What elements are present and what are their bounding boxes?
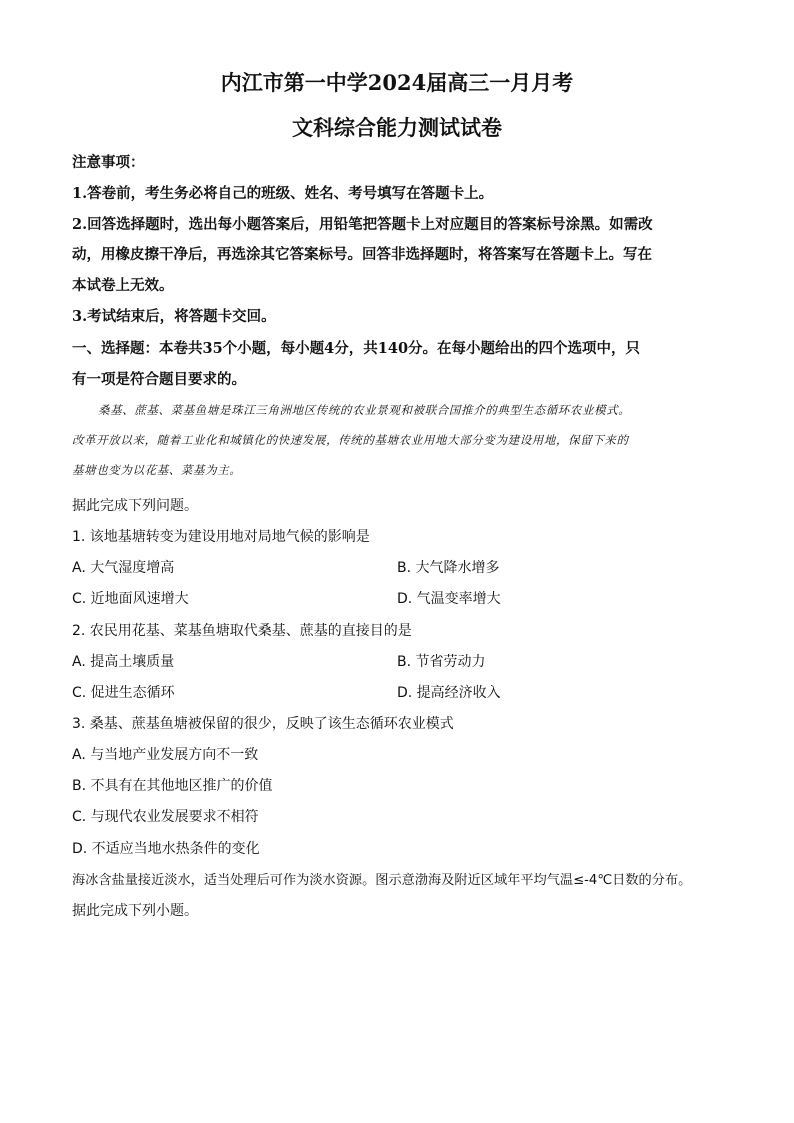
question-2-option-c: C. 促进生态循环 xyxy=(72,685,175,701)
exam-subtitle: 文科综合能力测试试卷 xyxy=(292,115,502,140)
notice-heading: 注意事项： xyxy=(72,154,145,171)
material-1-line-1: 桑基、蔗基、菜基鱼塘是珠江三角洲地区传统的农业景观和被联合国推介的典型生态循环农业模式。 xyxy=(98,403,631,417)
notice-item-2-line-3: 本试卷上无效。 xyxy=(72,277,174,294)
question-1-stem: 1. 该地基塘转变为建设用地对局地气候的影响是 xyxy=(72,529,370,545)
question-3-stem: 3. 桑基、蔗基鱼塘被保留的很少，反映了该生态循环农业模式 xyxy=(72,716,454,732)
question-2-option-a: A. 提高土壤质量 xyxy=(72,654,175,670)
question-1-option-a: A. 大气湿度增高 xyxy=(72,560,175,576)
notice-item-3: 3.考试结束后，将答题卡交回。 xyxy=(72,308,276,325)
question-2-option-d: D. 提高经济收入 xyxy=(397,685,501,701)
material-2-line-2: 据此完成下列小题。 xyxy=(72,903,198,919)
exam-title: 内江市第一中学2024届高三一月月考 xyxy=(220,70,574,95)
material-1-line-3: 基塘也变为以花基、菜基为主。 xyxy=(72,463,242,477)
question-3-option-b: B. 不具有在其他地区推广的价值 xyxy=(72,778,273,794)
material-2-line-1: 海冰含盐量接近淡水，适当处理后可作为淡水资源。图示意渤海及附近区域年平均气温≤-4℃日数的分布。 xyxy=(72,873,692,888)
notice-item-2-line-2: 动，用橡皮擦干净后，再选涂其它答案标号。回答非选择题时，将答案写在答题卡上。写在 xyxy=(72,246,652,263)
question-3-option-d: D. 不适应当地水热条件的变化 xyxy=(72,841,260,857)
question-2-option-b: B. 节省劳动力 xyxy=(397,654,486,670)
notice-item-2-line-1: 2.回答选择题时，选出每小题答案后，用铅笔把答题卡上对应题目的答案标号涂黑。如需改 xyxy=(72,216,653,233)
question-1-option-d: D. 气温变率增大 xyxy=(397,591,501,607)
question-2-stem: 2. 农民用花基、菜基鱼塘取代桑基、蔗基的直接目的是 xyxy=(72,623,412,639)
section-instruction-line-2: 有一项是符合题目要求的。 xyxy=(72,371,246,388)
question-1-option-b: B. 大气降水增多 xyxy=(397,560,500,576)
material-1-line-2: 改革开放以来，随着工业化和城镇化的快速发展，传统的基塘农业用地大部分变为建设用地，保留下来的 xyxy=(72,433,629,447)
question-3-option-c: C. 与现代农业发展要求不相符 xyxy=(72,809,259,825)
question-1-option-c: C. 近地面风速增大 xyxy=(72,591,189,607)
material-1-prompt: 据此完成下列问题。 xyxy=(72,498,198,514)
question-3-option-a: A. 与当地产业发展方向不一致 xyxy=(72,747,259,763)
section-instruction-line-1: 一、选择题：本卷共35个小题，每小题4分，共140分。在每小题给出的四个选项中，只 xyxy=(72,340,641,357)
notice-item-1: 1.答卷前，考生务必将自己的班级、姓名、考号填写在答题卡上。 xyxy=(72,185,494,202)
